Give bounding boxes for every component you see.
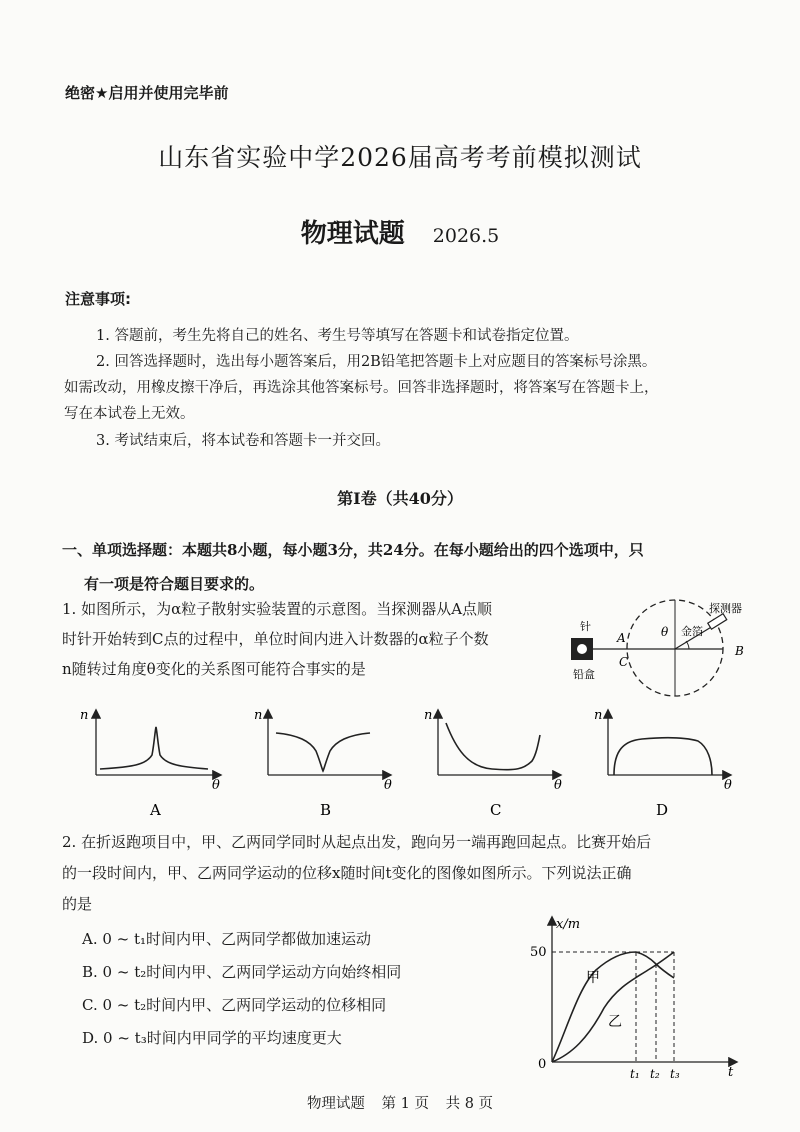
exam-title: 山东省实验中学2026届高考考前模拟测试	[158, 143, 642, 172]
subject-label: 物理试题	[300, 219, 405, 249]
notice-item-2-cont: 如需改动，用橡皮擦干净后，再选涂其他答案标号。回答非选择题时，将答案写在答题卡上，	[64, 380, 659, 396]
foil-label: 金箔	[681, 625, 703, 638]
point-a-label: A	[617, 631, 626, 645]
curve-c	[446, 723, 540, 770]
q1-line: 1. 如图所示，为α粒子散射实验装置的示意图。当探测器从A点顺	[62, 600, 493, 618]
y-50: 50	[530, 945, 547, 960]
graph-d	[594, 708, 732, 793]
theta-label: θ	[724, 778, 732, 793]
t-label: t	[728, 1065, 734, 1080]
graph-b	[254, 708, 392, 793]
section-title: 第I卷（共40分）	[337, 489, 463, 508]
exam-subject	[0, 213, 800, 250]
yi-label: 乙	[608, 1014, 622, 1030]
q1-option-graphs	[72, 705, 762, 825]
box-label: 铅盒	[573, 668, 595, 681]
notice-item-2-end: 写在本试卷上无效。	[64, 406, 195, 422]
q1-line: 时针开始转到C点的过程中，单位时间内进入计数器的α粒子个数	[62, 630, 489, 648]
point-c-label: C	[619, 655, 629, 669]
part-line-1: 一、单项选择题：本题共8小题，每小题3分，共24分。在每小题给出的四个选项中，只	[62, 541, 644, 559]
n-label: n	[254, 708, 263, 723]
n-label: n	[80, 708, 89, 723]
needle-label: 针	[580, 620, 591, 633]
theta-label: θ	[212, 778, 220, 793]
jia-label: 甲	[586, 970, 600, 986]
q2-line: 2. 在折返跑项目中，甲、乙两同学同时从起点出发，跑向另一端再跑回起点。比赛开始后	[62, 833, 652, 851]
t3-label: t₃	[670, 1067, 680, 1081]
y-label: x/m	[556, 917, 581, 932]
notice-item-2: 2. 回答选择题时，选出每小题答案后，用2B铅笔把答题卡上对应题目的答案标号涂黑。	[96, 354, 657, 370]
footer-page: 第 1 页	[381, 1096, 429, 1112]
footer-total: 共 8 页	[445, 1096, 494, 1112]
q2-option-b: B. 0 ~ t₂时间内甲、乙两同学运动方向始终相同	[82, 963, 402, 981]
q2-option-d: D. 0 ~ t₃时间内甲同学的平均速度更大	[82, 1029, 342, 1047]
curve-b	[276, 733, 370, 771]
q2-line: 的是	[62, 895, 93, 913]
q2-option-c: C. 0 ~ t₂时间内甲、乙两同学运动的位移相同	[82, 996, 387, 1014]
q1-line: n随转过角度θ变化的关系图可能符合事实的是	[62, 660, 366, 678]
theta-label: θ	[661, 625, 669, 639]
notice-item-3: 3. 考试结束后，将本试卷和答题卡一并交回。	[96, 433, 390, 449]
theta-label: θ	[554, 778, 562, 793]
question-2-text	[62, 827, 752, 920]
curve-d	[614, 738, 712, 775]
part-instructions	[62, 533, 742, 601]
origin-label: 0	[538, 1057, 547, 1072]
option-b-label: B	[320, 801, 332, 819]
option-d-label: D	[656, 801, 669, 819]
page-footer	[0, 1092, 800, 1113]
curve-a	[100, 727, 208, 769]
n-label: n	[594, 708, 603, 723]
n-label: n	[424, 708, 433, 723]
detector-icon	[708, 614, 727, 629]
alpha-scattering-diagram	[565, 598, 765, 708]
theta-label: θ	[384, 778, 392, 793]
q2-line: 的一段时间内，甲、乙两同学运动的位移x随时间t变化的图像如图所示。下列说法正确	[62, 864, 632, 882]
exam-date: 2026.5	[432, 225, 500, 247]
theta-arc	[686, 641, 689, 649]
question-1-text	[62, 594, 567, 684]
notice-item-1: 1. 答题前，考生先将自己的姓名、考生号等填写在答题卡和试卷指定位置。	[96, 328, 579, 344]
option-a-label: A	[150, 801, 161, 819]
graph-c	[424, 708, 562, 793]
notice-heading: 注意事项:	[65, 290, 131, 308]
footer-subject: 物理试题	[306, 1096, 365, 1112]
detector-label: 探测器	[709, 602, 742, 615]
displacement-time-graph	[522, 912, 754, 1084]
lead-box-hole	[577, 644, 587, 654]
part-line-2: 有一项是符合题目要求的。	[84, 575, 265, 593]
t1-label: t₁	[630, 1067, 640, 1081]
option-c-label: C	[490, 801, 502, 819]
point-b-label: B	[735, 644, 744, 658]
t2-label: t₂	[650, 1067, 660, 1081]
confidential-mark: 绝密★启用并使用完毕前	[65, 84, 229, 102]
q2-option-a: A. 0 ~ t₁时间内甲、乙两同学都做加速运动	[82, 930, 372, 948]
graph-a	[80, 708, 220, 793]
